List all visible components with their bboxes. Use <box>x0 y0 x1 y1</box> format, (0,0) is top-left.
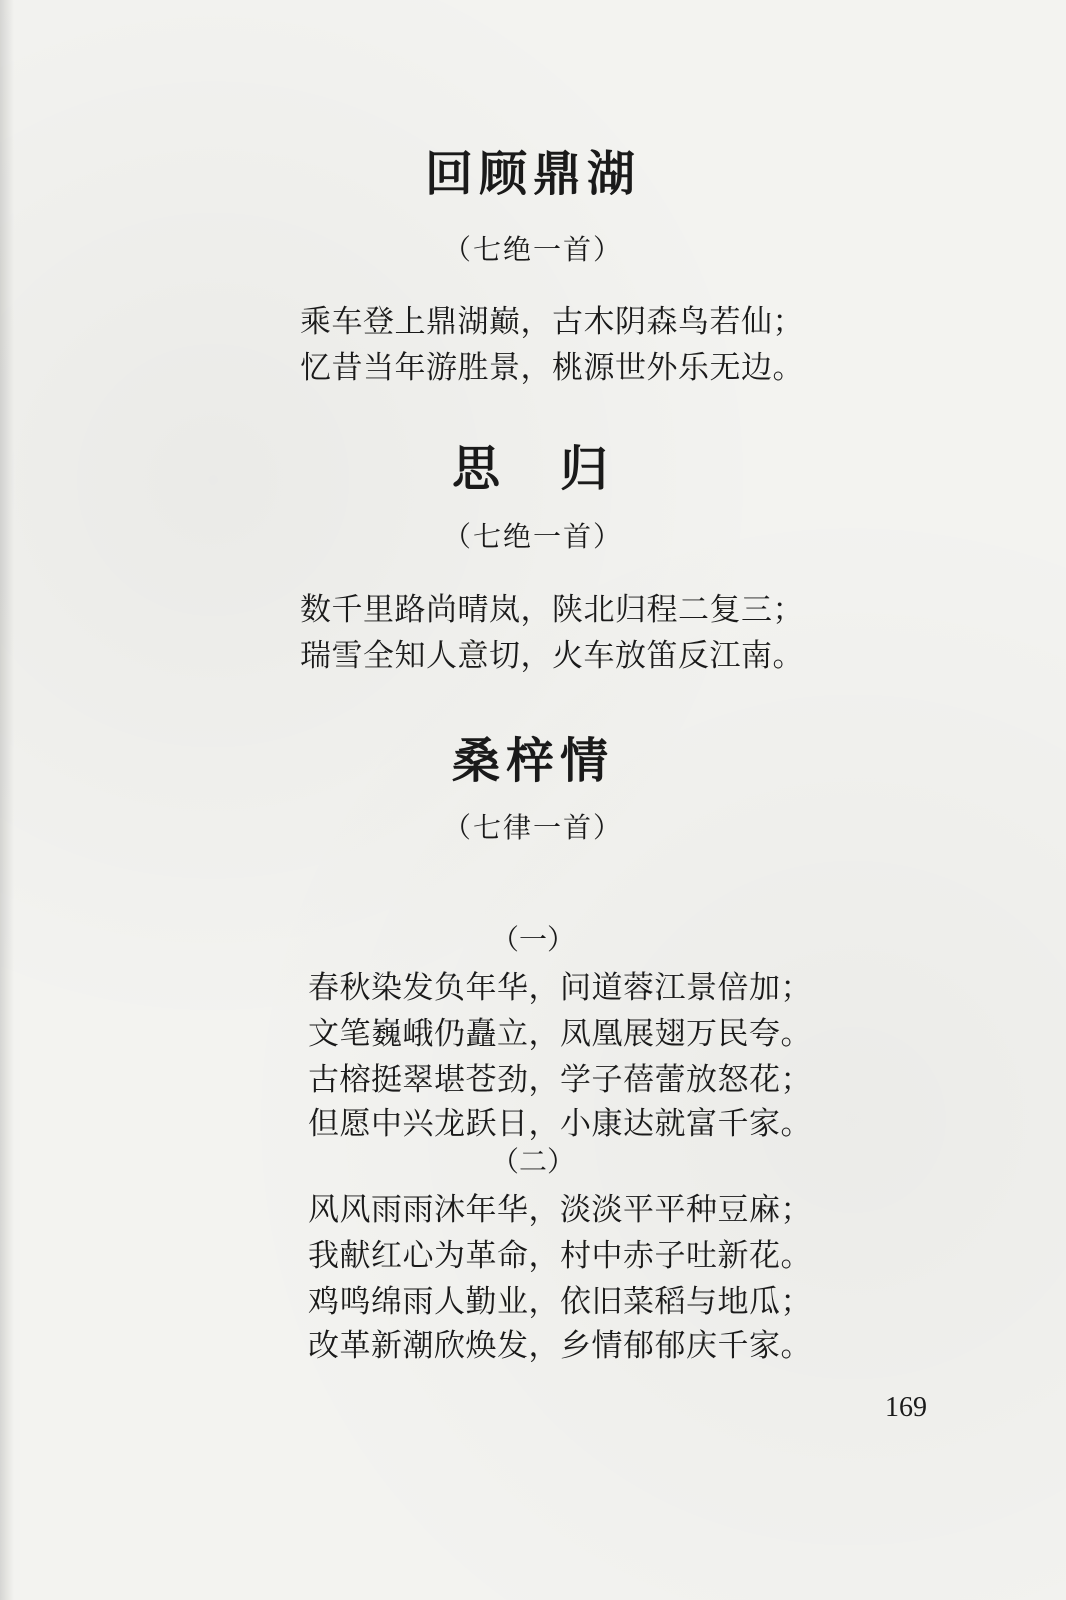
poem-title: 回顾鼎湖 <box>424 146 641 202</box>
poem-form: （七律一首） <box>442 811 623 844</box>
stanza-label: （二） <box>490 1145 575 1178</box>
poem-line: 乘车登上鼎湖巅，古木阴森鸟若仙； <box>300 304 804 340</box>
poem-title: 桑梓情 <box>451 733 614 789</box>
poem-line: 古榕挺翠堪苍劲，学子蓓蕾放怒花； <box>308 1062 812 1098</box>
poem-line: 鸡鸣绵雨人勤业，依旧菜稻与地瓜； <box>308 1284 812 1320</box>
poem-line: 我献红心为革命，村中赤子吐新花。 <box>308 1238 812 1274</box>
poem-form: （七绝一首） <box>442 520 623 553</box>
poem-line: 风风雨雨沐年华，淡淡平平种豆麻； <box>308 1192 812 1228</box>
poem-line: 但愿中兴龙跃日，小康达就富千家。 <box>308 1106 812 1142</box>
stanza-label: （一） <box>490 923 575 956</box>
poem-line: 瑞雪全知人意切，火车放笛反江南。 <box>300 638 804 674</box>
poem-title: 思 归 <box>451 441 614 497</box>
page-number: 169 <box>885 1392 927 1423</box>
poem-form: （七绝一首） <box>442 233 623 266</box>
poem-line: 春秋染发负年华，问道蓉江景倍加； <box>308 970 812 1006</box>
poem-line: 改革新潮欣焕发，乡情郁郁庆千家。 <box>308 1328 812 1364</box>
poem-line: 数千里路尚晴岚，陕北归程二复三； <box>300 592 804 628</box>
poem-line: 忆昔当年游胜景，桃源世外乐无边。 <box>300 350 804 386</box>
poem-line: 文笔巍峨仍矗立，凤凰展翅万民夸。 <box>308 1016 812 1052</box>
